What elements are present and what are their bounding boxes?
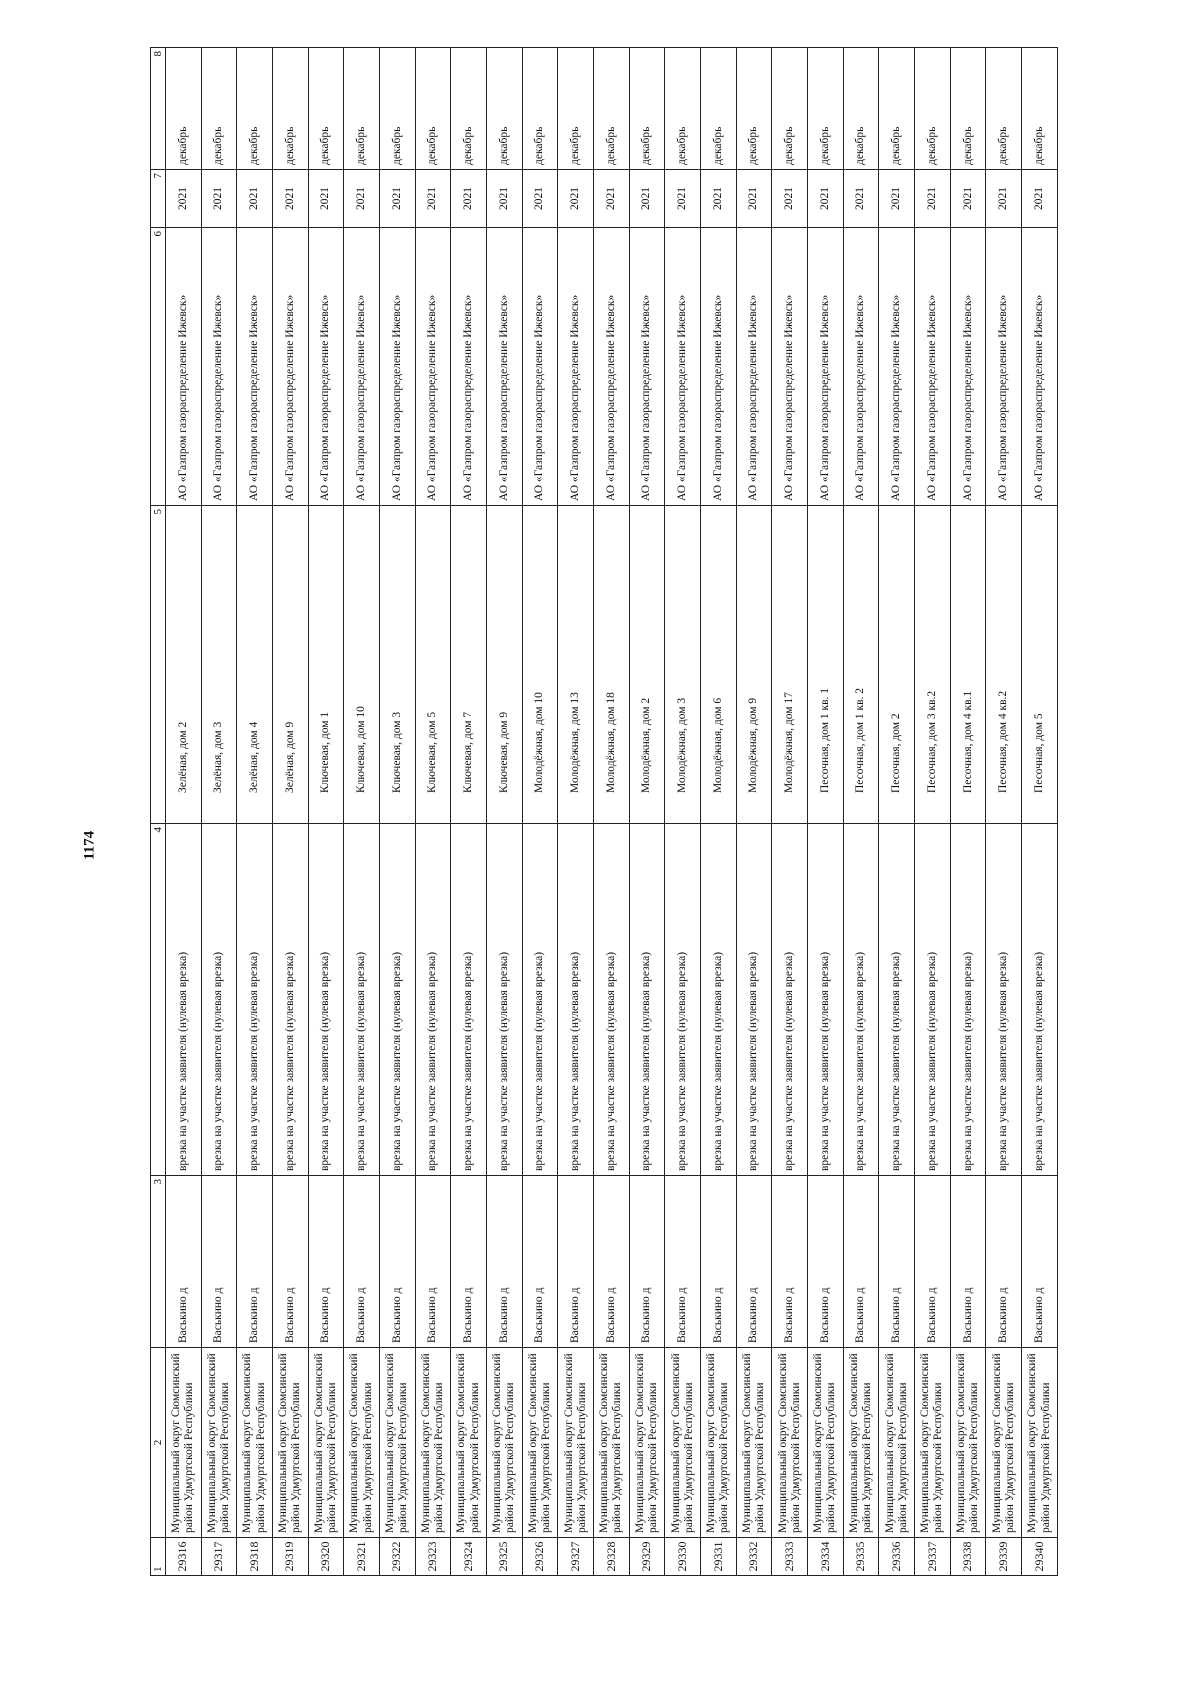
address-cell: Песочная, дом 3 кв.2 (915, 506, 951, 824)
row-number: 29321 (344, 1538, 380, 1576)
table-row (308, 48, 344, 1576)
month-cell: декабрь (451, 48, 487, 170)
table-row (808, 48, 844, 1576)
row-number: 29332 (736, 1538, 772, 1576)
work-type-cell: врезка на участке заявителя (нулевая врезка) (1022, 824, 1058, 1176)
row-number: 29339 (986, 1538, 1022, 1576)
row-number: 29325 (487, 1538, 523, 1576)
year-cell: 2021 (487, 170, 523, 228)
company-cell: АО «Газпром газораспределение Ижевск» (772, 228, 808, 506)
settlement-cell: Васькино д (451, 1176, 487, 1348)
column-header: 5 (151, 506, 166, 824)
column-header: 3 (151, 1176, 166, 1348)
month-cell: декабрь (237, 48, 273, 170)
table-row (558, 48, 594, 1576)
district-cell: Муниципальный округ Сюмсинский район Удмуртской Республики (308, 1348, 344, 1538)
table-row (879, 48, 915, 1576)
district-cell: Муниципальный округ Сюмсинский район Удмуртской Республики (594, 1348, 630, 1538)
company-cell: АО «Газпром газораспределение Ижевск» (308, 228, 344, 506)
company-cell: АО «Газпром газораспределение Ижевск» (487, 228, 523, 506)
year-cell: 2021 (808, 170, 844, 228)
year-cell: 2021 (201, 170, 237, 228)
table-row (986, 48, 1022, 1576)
month-cell: декабрь (380, 48, 416, 170)
month-cell: декабрь (487, 48, 523, 170)
year-cell: 2021 (522, 170, 558, 228)
row-number: 29329 (629, 1538, 665, 1576)
district-cell: Муниципальный округ Сюмсинский район Удмуртской Республики (736, 1348, 772, 1538)
year-cell: 2021 (736, 170, 772, 228)
district-cell: Муниципальный округ Сюмсинский район Удмуртской Республики (772, 1348, 808, 1538)
company-cell: АО «Газпром газораспределение Ижевск» (843, 228, 879, 506)
address-cell: Зелёная, дом 2 (166, 506, 202, 824)
page-number: 1174 (81, 830, 98, 860)
row-number: 29337 (915, 1538, 951, 1576)
table-row (594, 48, 630, 1576)
row-number: 29333 (772, 1538, 808, 1576)
settlement-cell: Васькино д (487, 1176, 523, 1348)
district-cell: Муниципальный округ Сюмсинский район Удмуртской Республики (843, 1348, 879, 1538)
address-cell: Песочная, дом 1 кв. 1 (808, 506, 844, 824)
address-cell: Зелёная, дом 9 (273, 506, 309, 824)
settlement-cell: Васькино д (808, 1176, 844, 1348)
year-cell: 2021 (629, 170, 665, 228)
company-cell: АО «Газпром газораспределение Ижевск» (701, 228, 737, 506)
address-cell: Молодёжная, дом 10 (522, 506, 558, 824)
month-cell: декабрь (915, 48, 951, 170)
month-cell: декабрь (843, 48, 879, 170)
row-number: 29336 (879, 1538, 915, 1576)
row-number: 29340 (1022, 1538, 1058, 1576)
settlement-cell: Васькино д (522, 1176, 558, 1348)
company-cell: АО «Газпром газораспределение Ижевск» (736, 228, 772, 506)
column-header: 2 (151, 1348, 166, 1538)
settlement-cell: Васькино д (308, 1176, 344, 1348)
address-cell: Ключевая, дом 7 (451, 506, 487, 824)
settlement-cell: Васькино д (201, 1176, 237, 1348)
year-cell: 2021 (1022, 170, 1058, 228)
settlement-cell: Васькино д (986, 1176, 1022, 1348)
address-cell: Зелёная, дом 4 (237, 506, 273, 824)
column-header: 7 (151, 170, 166, 228)
month-cell: декабрь (986, 48, 1022, 170)
address-cell: Песочная, дом 5 (1022, 506, 1058, 824)
address-cell: Молодёжная, дом 2 (629, 506, 665, 824)
company-cell: АО «Газпром газораспределение Ижевск» (273, 228, 309, 506)
table-row (843, 48, 879, 1576)
address-cell: Молодёжная, дом 6 (701, 506, 737, 824)
settlement-cell: Васькино д (629, 1176, 665, 1348)
work-type-cell: врезка на участке заявителя (нулевая врезка) (843, 824, 879, 1176)
year-cell: 2021 (273, 170, 309, 228)
year-cell: 2021 (772, 170, 808, 228)
column-header: 4 (151, 824, 166, 1176)
district-cell: Муниципальный округ Сюмсинский район Удмуртской Республики (879, 1348, 915, 1538)
year-cell: 2021 (380, 170, 416, 228)
district-cell: Муниципальный округ Сюмсинский район Удмуртской Республики (380, 1348, 416, 1538)
year-cell: 2021 (344, 170, 380, 228)
month-cell: декабрь (701, 48, 737, 170)
company-cell: АО «Газпром газораспределение Ижевск» (451, 228, 487, 506)
table-row (665, 48, 701, 1576)
row-number: 29316 (166, 1538, 202, 1576)
year-cell: 2021 (166, 170, 202, 228)
settlement-cell: Васькино д (843, 1176, 879, 1348)
table-row (166, 48, 202, 1576)
work-type-cell: врезка на участке заявителя (нулевая врезка) (772, 824, 808, 1176)
company-cell: АО «Газпром газораспределение Ижевск» (237, 228, 273, 506)
company-cell: АО «Газпром газораспределение Ижевск» (1022, 228, 1058, 506)
table-row (201, 48, 237, 1576)
settlement-cell: Васькино д (558, 1176, 594, 1348)
address-cell: Ключевая, дом 9 (487, 506, 523, 824)
column-number-row (151, 48, 166, 1576)
company-cell: АО «Газпром газораспределение Ижевск» (201, 228, 237, 506)
month-cell: декабрь (808, 48, 844, 170)
work-type-cell: врезка на участке заявителя (нулевая врезка) (380, 824, 416, 1176)
month-cell: декабрь (772, 48, 808, 170)
table-row (273, 48, 309, 1576)
district-cell: Муниципальный округ Сюмсинский район Удмуртской Республики (487, 1348, 523, 1538)
company-cell: АО «Газпром газораспределение Ижевск» (522, 228, 558, 506)
year-cell: 2021 (665, 170, 701, 228)
row-number: 29330 (665, 1538, 701, 1576)
company-cell: АО «Газпром газораспределение Ижевск» (594, 228, 630, 506)
row-number: 29328 (594, 1538, 630, 1576)
table-row (380, 48, 416, 1576)
company-cell: АО «Газпром газораспределение Ижевск» (915, 228, 951, 506)
settlement-cell: Васькино д (1022, 1176, 1058, 1348)
table-row (701, 48, 737, 1576)
work-type-cell: врезка на участке заявителя (нулевая врезка) (415, 824, 451, 1176)
month-cell: декабрь (629, 48, 665, 170)
row-number: 29317 (201, 1538, 237, 1576)
address-cell: Молодёжная, дом 9 (736, 506, 772, 824)
company-cell: АО «Газпром газораспределение Ижевск» (808, 228, 844, 506)
address-cell: Песочная, дом 2 (879, 506, 915, 824)
year-cell: 2021 (879, 170, 915, 228)
district-cell: Муниципальный округ Сюмсинский район Удмуртской Республики (701, 1348, 737, 1538)
work-type-cell: врезка на участке заявителя (нулевая врезка) (166, 824, 202, 1176)
month-cell: декабрь (522, 48, 558, 170)
month-cell: декабрь (1022, 48, 1058, 170)
settlement-cell: Васькино д (415, 1176, 451, 1348)
row-number: 29323 (415, 1538, 451, 1576)
district-cell: Муниципальный округ Сюмсинский район Удмуртской Республики (344, 1348, 380, 1538)
work-type-cell: врезка на участке заявителя (нулевая врезка) (879, 824, 915, 1176)
company-cell: АО «Газпром газораспределение Ижевск» (344, 228, 380, 506)
address-cell: Ключевая, дом 10 (344, 506, 380, 824)
year-cell: 2021 (415, 170, 451, 228)
month-cell: декабрь (879, 48, 915, 170)
address-cell: Ключевая, дом 1 (308, 506, 344, 824)
settlement-cell: Васькино д (594, 1176, 630, 1348)
district-cell: Муниципальный округ Сюмсинский район Удмуртской Республики (558, 1348, 594, 1538)
work-type-cell: врезка на участке заявителя (нулевая врезка) (522, 824, 558, 1176)
table-row (629, 48, 665, 1576)
company-cell: АО «Газпром газораспределение Ижевск» (665, 228, 701, 506)
address-cell: Ключевая, дом 3 (380, 506, 416, 824)
year-cell: 2021 (558, 170, 594, 228)
row-number: 29320 (308, 1538, 344, 1576)
table-row (1022, 48, 1058, 1576)
row-number: 29334 (808, 1538, 844, 1576)
address-cell: Молодёжная, дом 13 (558, 506, 594, 824)
work-type-cell: врезка на участке заявителя (нулевая врезка) (451, 824, 487, 1176)
work-type-cell: врезка на участке заявителя (нулевая врезка) (665, 824, 701, 1176)
company-cell: АО «Газпром газораспределение Ижевск» (558, 228, 594, 506)
work-type-cell: врезка на участке заявителя (нулевая врезка) (736, 824, 772, 1176)
work-type-cell: врезка на участке заявителя (нулевая врезка) (344, 824, 380, 1176)
row-number: 29338 (950, 1538, 986, 1576)
address-cell: Песочная, дом 4 кв.1 (950, 506, 986, 824)
address-cell: Зелёная, дом 3 (201, 506, 237, 824)
district-cell: Муниципальный округ Сюмсинский район Удмуртской Республики (665, 1348, 701, 1538)
district-cell: Муниципальный округ Сюмсинский район Удмуртской Республики (201, 1348, 237, 1538)
month-cell: декабрь (415, 48, 451, 170)
year-cell: 2021 (950, 170, 986, 228)
district-cell: Муниципальный округ Сюмсинский район Удмуртской Республики (166, 1348, 202, 1538)
district-cell: Муниципальный округ Сюмсинский район Удмуртской Республики (950, 1348, 986, 1538)
month-cell: декабрь (736, 48, 772, 170)
month-cell: декабрь (950, 48, 986, 170)
settlement-cell: Васькино д (273, 1176, 309, 1348)
address-cell: Молодёжная, дом 3 (665, 506, 701, 824)
row-number: 29322 (380, 1538, 416, 1576)
settlement-cell: Васькино д (701, 1176, 737, 1348)
settlement-cell: Васькино д (380, 1176, 416, 1348)
table-row (522, 48, 558, 1576)
company-cell: АО «Газпром газораспределение Ижевск» (629, 228, 665, 506)
registry-table (150, 47, 1058, 1576)
address-cell: Молодёжная, дом 17 (772, 506, 808, 824)
work-type-cell: врезка на участке заявителя (нулевая врезка) (986, 824, 1022, 1176)
work-type-cell: врезка на участке заявителя (нулевая врезка) (558, 824, 594, 1176)
year-cell: 2021 (701, 170, 737, 228)
row-number: 29335 (843, 1538, 879, 1576)
work-type-cell: врезка на участке заявителя (нулевая врезка) (594, 824, 630, 1176)
address-cell: Песочная, дом 1 кв. 2 (843, 506, 879, 824)
district-cell: Муниципальный округ Сюмсинский район Удмуртской Республики (451, 1348, 487, 1538)
year-cell: 2021 (594, 170, 630, 228)
month-cell: декабрь (344, 48, 380, 170)
column-header: 8 (151, 48, 166, 170)
settlement-cell: Васькино д (915, 1176, 951, 1348)
district-cell: Муниципальный округ Сюмсинский район Удмуртской Республики (237, 1348, 273, 1538)
work-type-cell: врезка на участке заявителя (нулевая врезка) (629, 824, 665, 1176)
district-cell: Муниципальный округ Сюмсинский район Удмуртской Республики (1022, 1348, 1058, 1538)
row-number: 29331 (701, 1538, 737, 1576)
table-container (150, 48, 1058, 1576)
company-cell: АО «Газпром газораспределение Ижевск» (879, 228, 915, 506)
row-number: 29326 (522, 1538, 558, 1576)
district-cell: Муниципальный округ Сюмсинский район Удмуртской Республики (986, 1348, 1022, 1538)
settlement-cell: Васькино д (344, 1176, 380, 1348)
year-cell: 2021 (843, 170, 879, 228)
settlement-cell: Васькино д (665, 1176, 701, 1348)
company-cell: АО «Газпром газораспределение Ижевск» (415, 228, 451, 506)
settlement-cell: Васькино д (950, 1176, 986, 1348)
work-type-cell: врезка на участке заявителя (нулевая врезка) (308, 824, 344, 1176)
settlement-cell: Васькино д (879, 1176, 915, 1348)
company-cell: АО «Газпром газораспределение Ижевск» (950, 228, 986, 506)
column-header: 6 (151, 228, 166, 506)
table-row (915, 48, 951, 1576)
month-cell: декабрь (665, 48, 701, 170)
month-cell: декабрь (594, 48, 630, 170)
year-cell: 2021 (308, 170, 344, 228)
row-number: 29319 (273, 1538, 309, 1576)
row-number: 29324 (451, 1538, 487, 1576)
work-type-cell: врезка на участке заявителя (нулевая врезка) (201, 824, 237, 1176)
month-cell: декабрь (308, 48, 344, 170)
company-cell: АО «Газпром газораспределение Ижевск» (986, 228, 1022, 506)
table-row (415, 48, 451, 1576)
work-type-cell: врезка на участке заявителя (нулевая врезка) (950, 824, 986, 1176)
settlement-cell: Васькино д (237, 1176, 273, 1348)
address-cell: Молодёжная, дом 18 (594, 506, 630, 824)
work-type-cell: врезка на участке заявителя (нулевая врезка) (915, 824, 951, 1176)
address-cell: Ключевая, дом 5 (415, 506, 451, 824)
year-cell: 2021 (915, 170, 951, 228)
table-row (772, 48, 808, 1576)
district-cell: Муниципальный округ Сюмсинский район Удмуртской Республики (522, 1348, 558, 1538)
district-cell: Муниципальный округ Сюмсинский район Удмуртской Республики (273, 1348, 309, 1538)
table-row (237, 48, 273, 1576)
column-header: 1 (151, 1538, 166, 1576)
table-row (344, 48, 380, 1576)
month-cell: декабрь (558, 48, 594, 170)
district-cell: Муниципальный округ Сюмсинский район Удмуртской Республики (415, 1348, 451, 1538)
year-cell: 2021 (986, 170, 1022, 228)
address-cell: Песочная, дом 4 кв.2 (986, 506, 1022, 824)
company-cell: АО «Газпром газораспределение Ижевск» (380, 228, 416, 506)
work-type-cell: врезка на участке заявителя (нулевая врезка) (237, 824, 273, 1176)
district-cell: Муниципальный округ Сюмсинский район Удмуртской Республики (915, 1348, 951, 1538)
work-type-cell: врезка на участке заявителя (нулевая врезка) (808, 824, 844, 1176)
work-type-cell: врезка на участке заявителя (нулевая врезка) (701, 824, 737, 1176)
district-cell: Муниципальный округ Сюмсинский район Удмуртской Республики (629, 1348, 665, 1538)
table-row (451, 48, 487, 1576)
settlement-cell: Васькино д (772, 1176, 808, 1348)
year-cell: 2021 (237, 170, 273, 228)
settlement-cell: Васькино д (736, 1176, 772, 1348)
month-cell: декабрь (273, 48, 309, 170)
table-body (151, 48, 1058, 1576)
month-cell: декабрь (201, 48, 237, 170)
work-type-cell: врезка на участке заявителя (нулевая врезка) (487, 824, 523, 1176)
table-row (736, 48, 772, 1576)
year-cell: 2021 (451, 170, 487, 228)
month-cell: декабрь (166, 48, 202, 170)
table-row (950, 48, 986, 1576)
settlement-cell: Васькино д (166, 1176, 202, 1348)
district-cell: Муниципальный округ Сюмсинский район Удмуртской Республики (808, 1348, 844, 1538)
work-type-cell: врезка на участке заявителя (нулевая врезка) (273, 824, 309, 1176)
table-row (487, 48, 523, 1576)
row-number: 29318 (237, 1538, 273, 1576)
company-cell: АО «Газпром газораспределение Ижевск» (166, 228, 202, 506)
row-number: 29327 (558, 1538, 594, 1576)
